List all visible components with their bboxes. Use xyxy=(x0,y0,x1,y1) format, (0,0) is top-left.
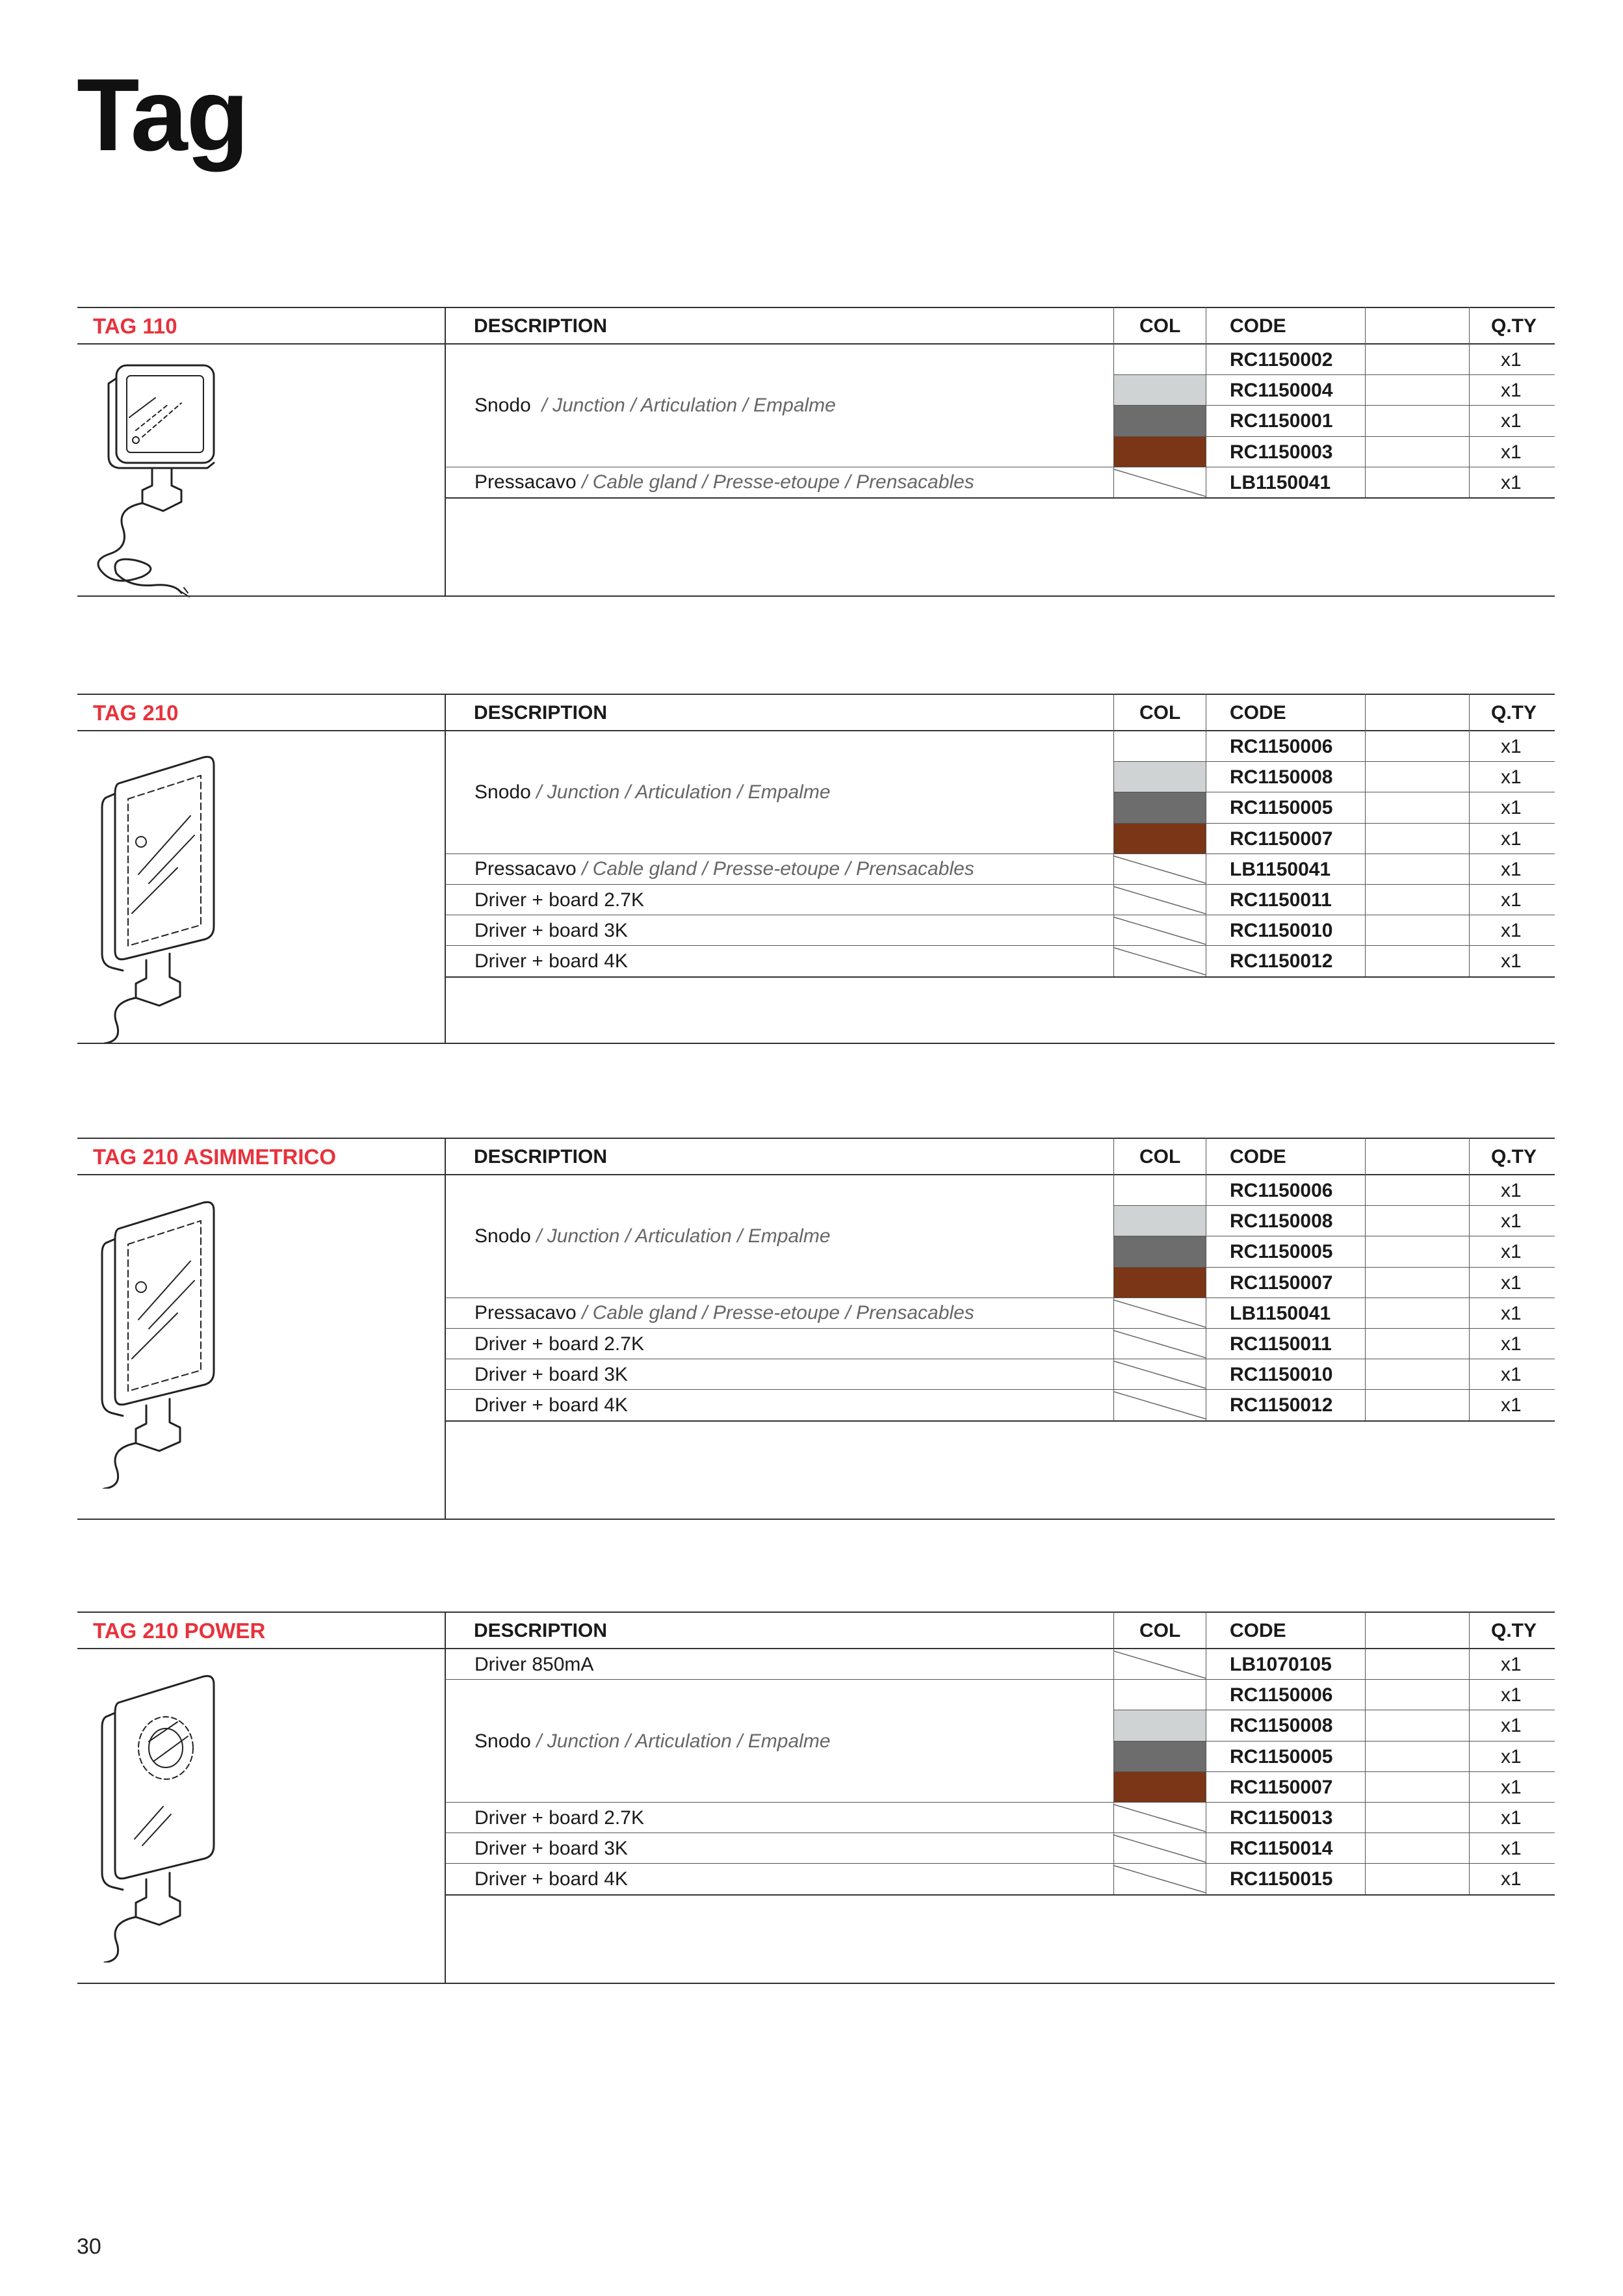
header-qty: Q.TY xyxy=(1491,1146,1537,1168)
header-divider xyxy=(1113,1138,1114,1175)
table-header xyxy=(77,1138,1555,1175)
color-swatch-white xyxy=(1114,345,1206,374)
header-qty: Q.TY xyxy=(1491,702,1537,724)
part-description xyxy=(474,390,836,421)
part-description xyxy=(474,1359,628,1390)
table-row xyxy=(77,1268,1555,1298)
no-color-slash xyxy=(1114,1834,1206,1864)
description-translations: / Junction / Articulation / Empalme xyxy=(530,1225,831,1247)
part-qty: x1 xyxy=(1501,1715,1522,1737)
header-divider xyxy=(1113,694,1114,731)
header-divider xyxy=(1365,1138,1366,1175)
part-qty: x1 xyxy=(1501,1807,1522,1829)
part-description xyxy=(474,1726,831,1757)
description-main: Pressacavo xyxy=(474,471,577,493)
part-code: RC1150014 xyxy=(1230,1838,1333,1860)
description-translations: / Junction / Articulation / Empalme xyxy=(530,1730,831,1752)
description-main: Driver + board 3K xyxy=(474,1837,628,1859)
table-row xyxy=(77,915,1555,946)
part-qty: x1 xyxy=(1501,766,1522,789)
part-description xyxy=(474,915,628,946)
table-row xyxy=(77,731,1555,762)
part-code: RC1150005 xyxy=(1230,1745,1333,1768)
part-description xyxy=(474,1329,644,1360)
color-swatch-white xyxy=(1114,1680,1206,1710)
section-bottom-rule xyxy=(77,595,1555,597)
table-row xyxy=(77,1772,1555,1803)
description-main: Pressacavo xyxy=(474,1302,577,1324)
table-row xyxy=(77,1390,1555,1420)
header-divider xyxy=(1469,694,1470,731)
no-color-slash xyxy=(1114,1864,1206,1894)
part-code: LB1150041 xyxy=(1230,1302,1331,1324)
product-name: TAG 110 xyxy=(93,314,177,338)
part-description xyxy=(474,1221,831,1252)
part-qty: x1 xyxy=(1501,1838,1522,1860)
table-row xyxy=(77,345,1555,375)
table-row xyxy=(77,824,1555,854)
description-translations: / Junction / Articulation / Empalme xyxy=(530,395,836,417)
header-divider xyxy=(1113,307,1114,345)
part-code: RC1150005 xyxy=(1230,1241,1333,1263)
header-code: CODE xyxy=(1230,702,1286,724)
color-swatch-white xyxy=(1114,1175,1206,1205)
no-color-slash xyxy=(1114,916,1206,946)
header-code: CODE xyxy=(1230,315,1286,337)
part-code: RC1150005 xyxy=(1230,797,1333,819)
no-color-slash xyxy=(1114,1390,1206,1420)
header-divider xyxy=(1469,307,1470,345)
description-main: Driver + board 2.7K xyxy=(474,1807,644,1829)
header-code: CODE xyxy=(1230,1146,1286,1168)
part-description xyxy=(474,777,831,808)
part-qty: x1 xyxy=(1501,1745,1522,1768)
part-qty: x1 xyxy=(1501,797,1522,819)
part-code: LB1150041 xyxy=(1230,858,1331,880)
page-number: 30 xyxy=(77,2234,101,2259)
header-divider xyxy=(1113,1611,1114,1649)
color-swatch-grey xyxy=(1114,375,1206,405)
color-swatch-corten xyxy=(1114,824,1206,854)
header-description: DESCRIPTION xyxy=(474,702,608,724)
table-row xyxy=(77,1649,1555,1680)
part-qty: x1 xyxy=(1501,1364,1522,1386)
part-qty: x1 xyxy=(1501,920,1522,942)
color-swatch-corten xyxy=(1114,1772,1206,1802)
description-translations: / Cable gland / Presse-etoupe / Prensacables xyxy=(576,1302,974,1324)
product-section xyxy=(77,307,1555,598)
color-swatch-corten xyxy=(1114,437,1206,467)
table-row xyxy=(77,885,1555,915)
table-row xyxy=(77,1175,1555,1206)
table-row xyxy=(77,1803,1555,1833)
part-description xyxy=(474,1864,628,1895)
part-qty: x1 xyxy=(1501,828,1522,850)
part-description xyxy=(474,946,628,977)
part-code: RC1150006 xyxy=(1230,1180,1333,1201)
part-code: RC1150007 xyxy=(1230,1272,1333,1294)
part-code: RC1150011 xyxy=(1230,889,1332,911)
product-section xyxy=(77,1611,1555,1985)
part-code: RC1150008 xyxy=(1230,1210,1333,1233)
description-main: Driver + board 2.7K xyxy=(474,1333,644,1355)
product-name: TAG 210 ASIMMETRICO xyxy=(93,1145,337,1169)
header-divider xyxy=(1469,1138,1470,1175)
product-section xyxy=(77,694,1555,1045)
header-divider xyxy=(1365,694,1366,731)
part-code: RC1150012 xyxy=(1230,1394,1333,1416)
part-description xyxy=(474,1649,593,1680)
no-color-slash xyxy=(1114,855,1206,885)
description-main: Driver + board 2.7K xyxy=(474,889,644,911)
table-header xyxy=(77,694,1555,731)
part-code: LB1150041 xyxy=(1230,471,1331,493)
part-qty: x1 xyxy=(1501,1241,1522,1263)
part-qty: x1 xyxy=(1501,889,1522,911)
color-swatch-grey xyxy=(1114,762,1206,792)
header-qty: Q.TY xyxy=(1491,315,1537,337)
part-code: RC1150007 xyxy=(1230,828,1333,850)
table-row xyxy=(77,1359,1555,1390)
header-description: DESCRIPTION xyxy=(474,315,608,337)
part-code: RC1150006 xyxy=(1230,1684,1333,1706)
part-code: LB1070105 xyxy=(1230,1654,1332,1675)
color-swatch-grey xyxy=(1114,1206,1206,1236)
part-code: RC1150010 xyxy=(1230,1364,1333,1386)
part-qty: x1 xyxy=(1501,1333,1522,1355)
part-qty: x1 xyxy=(1501,1394,1522,1416)
part-code: RC1150004 xyxy=(1230,380,1333,402)
color-swatch-corten xyxy=(1114,1268,1206,1298)
color-swatch-grey xyxy=(1114,1710,1206,1740)
part-qty: x1 xyxy=(1501,1302,1522,1324)
section-bottom-rule xyxy=(77,1519,1555,1520)
part-qty: x1 xyxy=(1501,410,1522,432)
no-color-slash xyxy=(1114,468,1206,498)
header-divider xyxy=(1469,1611,1470,1649)
part-qty: x1 xyxy=(1501,349,1522,371)
part-qty: x1 xyxy=(1501,1776,1522,1798)
header-description: DESCRIPTION xyxy=(474,1620,608,1641)
part-qty: x1 xyxy=(1501,380,1522,402)
part-code: RC1150008 xyxy=(1230,766,1333,789)
part-code: RC1150010 xyxy=(1230,920,1333,942)
part-code: RC1150008 xyxy=(1230,1715,1333,1737)
part-qty: x1 xyxy=(1501,736,1522,757)
no-color-slash xyxy=(1114,1299,1206,1329)
description-main: Snodo xyxy=(474,395,531,417)
no-color-slash xyxy=(1114,1650,1206,1680)
part-code: RC1150001 xyxy=(1230,410,1333,432)
part-code: RC1150007 xyxy=(1230,1776,1333,1798)
part-description xyxy=(474,1298,974,1329)
color-swatch-dark-grey xyxy=(1114,792,1206,822)
part-description xyxy=(474,1803,644,1834)
part-qty: x1 xyxy=(1501,1868,1522,1890)
description-translations: / Cable gland / Presse-etoupe / Prensacables xyxy=(576,471,974,493)
table-row xyxy=(77,1864,1555,1894)
header-qty: Q.TY xyxy=(1491,1620,1537,1641)
description-main: Pressacavo xyxy=(474,858,577,880)
part-description xyxy=(474,1833,628,1864)
table-row xyxy=(77,1833,1555,1864)
part-code: RC1150003 xyxy=(1230,441,1333,463)
part-qty: x1 xyxy=(1501,1210,1522,1233)
table-row xyxy=(77,1680,1555,1710)
product-name: TAG 210 xyxy=(93,701,179,725)
description-main: Snodo xyxy=(474,1730,531,1752)
part-code: RC1150013 xyxy=(1230,1807,1333,1829)
product-section xyxy=(77,1138,1555,1521)
description-main: Driver + board 4K xyxy=(474,1868,628,1890)
part-qty: x1 xyxy=(1501,1684,1522,1706)
color-swatch-dark-grey xyxy=(1114,406,1206,436)
description-main: Driver + board 4K xyxy=(474,950,628,972)
color-swatch-white xyxy=(1114,731,1206,761)
no-color-slash xyxy=(1114,885,1206,915)
no-color-slash xyxy=(1114,1803,1206,1833)
header-col: COL xyxy=(1139,1146,1181,1168)
table-row xyxy=(77,946,1555,976)
part-qty: x1 xyxy=(1501,950,1522,972)
description-main: Snodo xyxy=(474,781,531,803)
part-qty: x1 xyxy=(1501,1180,1522,1201)
section-bottom-rule xyxy=(77,1043,1555,1044)
header-description: DESCRIPTION xyxy=(474,1146,608,1168)
header-code: CODE xyxy=(1230,1620,1286,1641)
part-qty: x1 xyxy=(1501,1272,1522,1294)
table-row xyxy=(77,1329,1555,1359)
page-title: Tag xyxy=(77,58,248,172)
description-main: Driver 850mA xyxy=(474,1653,594,1675)
no-color-slash xyxy=(1114,946,1206,976)
description-main: Snodo xyxy=(474,1225,531,1247)
table-header xyxy=(77,307,1555,345)
part-description xyxy=(474,885,644,916)
part-code: RC1150002 xyxy=(1230,349,1333,371)
color-swatch-dark-grey xyxy=(1114,1236,1206,1266)
description-main: Driver + board 3K xyxy=(474,919,628,941)
section-bottom-rule xyxy=(77,1983,1555,1984)
part-description xyxy=(474,854,974,885)
header-divider xyxy=(1365,307,1366,345)
part-qty: x1 xyxy=(1501,1654,1522,1675)
description-translations: / Cable gland / Presse-etoupe / Prensacables xyxy=(576,858,974,880)
product-name: TAG 210 POWER xyxy=(93,1619,266,1643)
header-col: COL xyxy=(1139,1620,1181,1641)
part-code: RC1150015 xyxy=(1230,1868,1333,1890)
no-color-slash xyxy=(1114,1360,1206,1390)
part-qty: x1 xyxy=(1501,471,1522,493)
description-translations: / Junction / Articulation / Empalme xyxy=(530,781,831,803)
header-col: COL xyxy=(1139,315,1181,337)
header-col: COL xyxy=(1139,702,1181,724)
part-qty: x1 xyxy=(1501,858,1522,880)
header-divider xyxy=(1365,1611,1366,1649)
description-main: Driver + board 3K xyxy=(474,1363,628,1385)
color-swatch-dark-grey xyxy=(1114,1742,1206,1771)
description-main: Driver + board 4K xyxy=(474,1394,628,1416)
part-code: RC1150011 xyxy=(1230,1333,1332,1355)
part-description xyxy=(474,1390,628,1421)
part-code: RC1150012 xyxy=(1230,950,1333,972)
table-row xyxy=(77,437,1555,467)
part-code: RC1150006 xyxy=(1230,736,1333,757)
table-header xyxy=(77,1611,1555,1649)
no-color-slash xyxy=(1114,1329,1206,1359)
part-description xyxy=(474,467,974,498)
part-qty: x1 xyxy=(1501,441,1522,463)
